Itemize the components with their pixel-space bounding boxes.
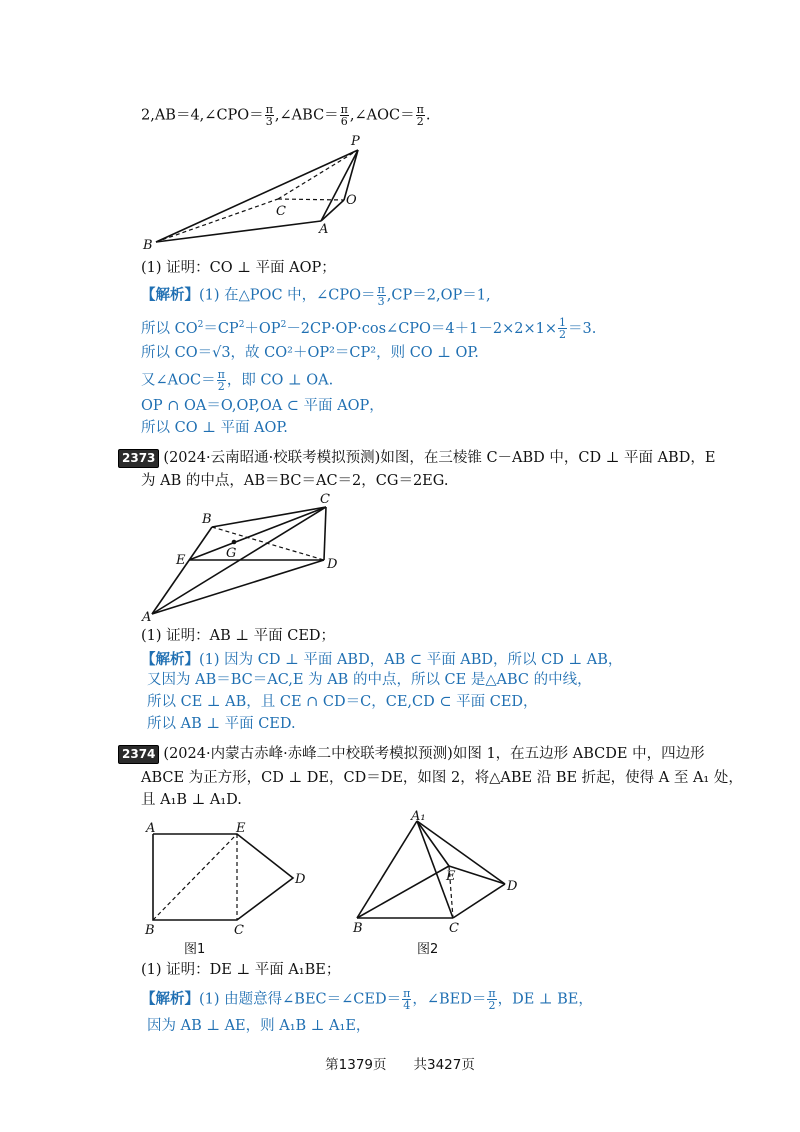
fraction-pi-over-3: $\frac{\pi}{3}$ xyxy=(265,103,273,128)
label-A1: A₁ xyxy=(411,809,426,824)
solution-line-3: 所以 CO＝√3，故 CO²＋OP²＝CP²，则 CO ⊥ OP. xyxy=(141,345,479,361)
figure-tetrahedron-abcd xyxy=(140,490,360,625)
page-footer: 第1379页 共3427页 xyxy=(325,1057,475,1073)
label-C: C xyxy=(276,204,286,219)
label-C: C xyxy=(234,923,244,938)
figure-2-caption: 图2 xyxy=(417,942,439,957)
problem-2374-stem-3: 且 A₁B ⊥ A₁D. xyxy=(141,792,242,808)
label-G: G xyxy=(226,546,237,561)
solution-line-6: 所以 CO ⊥ 平面 AOP. xyxy=(141,420,288,436)
problem-2374-stem-1: 2374 (2024·内蒙古赤峰·赤峰二中校联考模拟预测)如图 1，在五边形 ABCDE 中，四边形 xyxy=(118,744,705,764)
fraction-pi-over-4: $\frac{\pi}{4}$ xyxy=(403,987,411,1012)
solution-line-4: 又∠AOC＝ $\frac{\pi}{2}$ ，即 CO ⊥ OA. xyxy=(141,368,334,393)
label-D: D xyxy=(295,872,306,887)
label-D: D xyxy=(507,879,518,894)
label-D: D xyxy=(327,557,338,572)
label-E: E xyxy=(446,869,456,884)
problem-2374-stem-2: ABCE 为正方形，CD ⊥ DE，CD＝DE，如图 2，将△ABE 沿 BE 折起，使得 A 至 A₁ 处， xyxy=(141,770,743,786)
label-C: C xyxy=(320,492,330,507)
fraction-one-half: $\frac{1}{2}$ xyxy=(559,316,567,342)
label-B: B xyxy=(143,238,153,253)
figure-pyramid-pabco xyxy=(140,132,380,254)
label-C: C xyxy=(449,921,459,936)
label-E: E xyxy=(176,553,186,568)
problem-2373-stem-1: 2373 (2024·云南昭通·校联考模拟预测)如图，在三棱锥 C－ABD 中，CD ⊥ 平面 ABD，E xyxy=(118,448,715,468)
solution-line-3: 所以 CE ⊥ AB，且 CE ∩ CD＝C，CE,CD ⊂ 平面 CED， xyxy=(147,694,538,710)
problem-number-badge: 2373 xyxy=(118,449,159,468)
solution-line-1: 【解析】(1) 在△POC 中，∠CPO＝ $\frac{\pi}{3}$ ,CP＝2,OP＝1, xyxy=(141,283,491,308)
question-1: (1) 证明：DE ⊥ 平面 A₁BE； xyxy=(141,962,341,978)
fraction-pi-over-3: $\frac{\pi}{3}$ xyxy=(377,283,385,308)
label-A: A xyxy=(319,222,329,237)
label-B: B xyxy=(202,512,212,527)
problem-2373-stem-2: 为 AB 的中点，AB＝BC＝AC＝2，CG＝2EG. xyxy=(141,473,449,489)
fraction-pi-over-2: $\frac{\pi}{2}$ xyxy=(488,987,496,1012)
question-1: (1) 证明：CO ⊥ 平面 AOP； xyxy=(141,260,336,276)
solution-line-1: 【解析】(1) 由题意得∠BEC＝∠CED＝ $\frac{\pi}{4}$ ，∠BED＝ $\frac{\pi}{2}$ ，DE ⊥ BE， xyxy=(141,987,593,1012)
label-B: B xyxy=(353,921,363,936)
solution-line-2: 又因为 AB＝BC＝AC,E 为 AB 的中点，所以 CE 是△ABC 的中线， xyxy=(147,672,592,688)
solution-line-5: OP ∩ OA＝O,OP,OA ⊂ 平面 AOP， xyxy=(141,398,384,414)
fraction-pi-over-2: $\frac{\pi}{2}$ xyxy=(416,103,424,128)
figure-1-caption: 图1 xyxy=(184,942,206,957)
solution-line-4: 所以 AB ⊥ 平面 CED. xyxy=(147,716,296,732)
label-P: P xyxy=(351,134,360,149)
solution-line-2: 所以 $CO^2=CP^2+OP^2-2CP\cdot OP\cdot\cos\angle CPO=4+1-2\times 2\times 1\times$ $\frac{1}{2}$ ＝3. xyxy=(141,316,597,342)
given-conditions: 2,AB＝4,∠CPO＝ $\frac{\pi}{3}$ ,∠ABC＝ $\frac{\pi}{6}$ ,∠AOC＝ $\frac{\pi}{2}$ . xyxy=(141,103,431,128)
label-E: E xyxy=(236,821,246,836)
question-1: (1) 证明：AB ⊥ 平面 CED； xyxy=(141,628,336,644)
label-O: O xyxy=(346,193,357,208)
figure-2-folded-pyramid xyxy=(345,808,535,936)
figure-1-pentagon xyxy=(140,815,330,940)
fraction-pi-over-6: $\frac{\pi}{6}$ xyxy=(340,103,348,128)
label-A: A xyxy=(146,821,156,836)
solution-line-1: 【解析】(1) 因为 CD ⊥ 平面 ABD，AB ⊂ 平面 ABD，所以 CD ⊥ AB， xyxy=(141,651,623,668)
problem-number-badge: 2374 xyxy=(118,745,159,764)
solution-line-2: 因为 AB ⊥ AE，则 A₁B ⊥ A₁E， xyxy=(147,1018,371,1034)
label-A: A xyxy=(142,610,152,625)
fraction-pi-over-2: $\frac{\pi}{2}$ xyxy=(217,368,225,393)
label-B: B xyxy=(145,923,155,938)
